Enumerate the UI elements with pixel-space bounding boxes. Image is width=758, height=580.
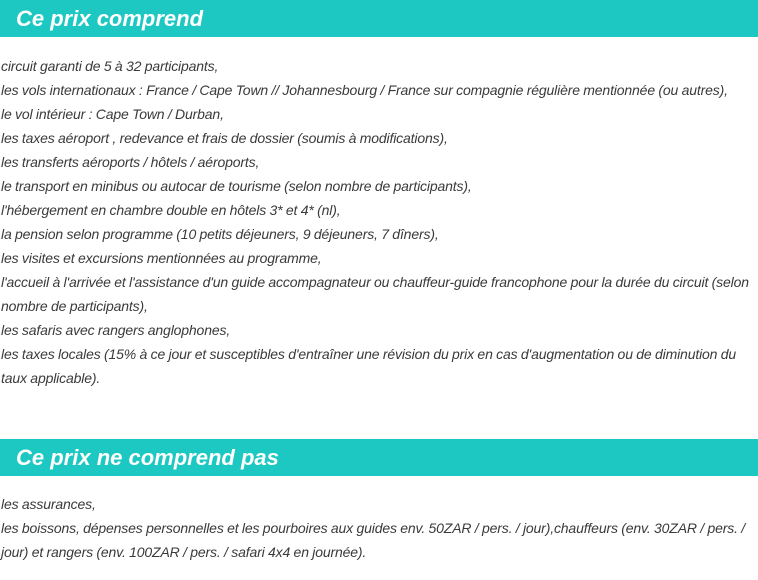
includes-list — [0, 54, 758, 390]
list-item: l'hébergement en chambre double en hôtels 3* et 4* (nl), — [1, 202, 341, 218]
section-header-includes — [0, 0, 758, 37]
section-title-includes: Ce prix comprend — [16, 6, 204, 31]
section-header-excludes — [0, 439, 758, 476]
list-item: l'accueil à l'arrivée et l'assistance d'un guide accompagnateur ou chauffeur-guide francophone pour la durée du circuit (selon nombre de participants), — [1, 274, 749, 314]
section-title-excludes: Ce prix ne comprend pas — [16, 445, 279, 470]
list-item: le transport en minibus ou autocar de tourisme (selon nombre de participants), — [1, 178, 472, 194]
list-item: les assurances, — [1, 496, 96, 512]
list-item: le vol intérieur : Cape Town / Durban, — [1, 106, 224, 122]
list-item: les safaris avec rangers anglophones, — [1, 322, 231, 338]
list-item: les visites et excursions mentionnées au programme, — [1, 250, 322, 266]
list-item: les taxes aéroport , redevance et frais de dossier (soumis à modifications), — [1, 130, 448, 146]
list-item: la pension selon programme (10 petits déjeuners, 9 déjeuners, 7 dîners), — [1, 226, 439, 242]
list-item: les transferts aéroports / hôtels / aéroports, — [1, 154, 260, 170]
list-item: les boissons, dépenses personnelles et les pourboires aux guides env. 50ZAR / pers. / jour),chauffeurs (env. 30ZAR / pers. / jour) et rangers (env. 100ZAR / pers. / safari 4x4 en journée). — [1, 520, 746, 560]
excludes-list — [0, 492, 758, 564]
list-item: les taxes locales (15% à ce jour et susceptibles d'entraîner une révision du prix en cas d'augmentation ou de diminution du taux applicable). — [1, 346, 737, 386]
list-item: les vols internationaux : France / Cape Town // Johannesbourg / France sur compagnie régulière mentionnée (ou autres), — [1, 82, 728, 98]
list-item: circuit garanti de 5 à 32 participants, — [1, 58, 219, 74]
